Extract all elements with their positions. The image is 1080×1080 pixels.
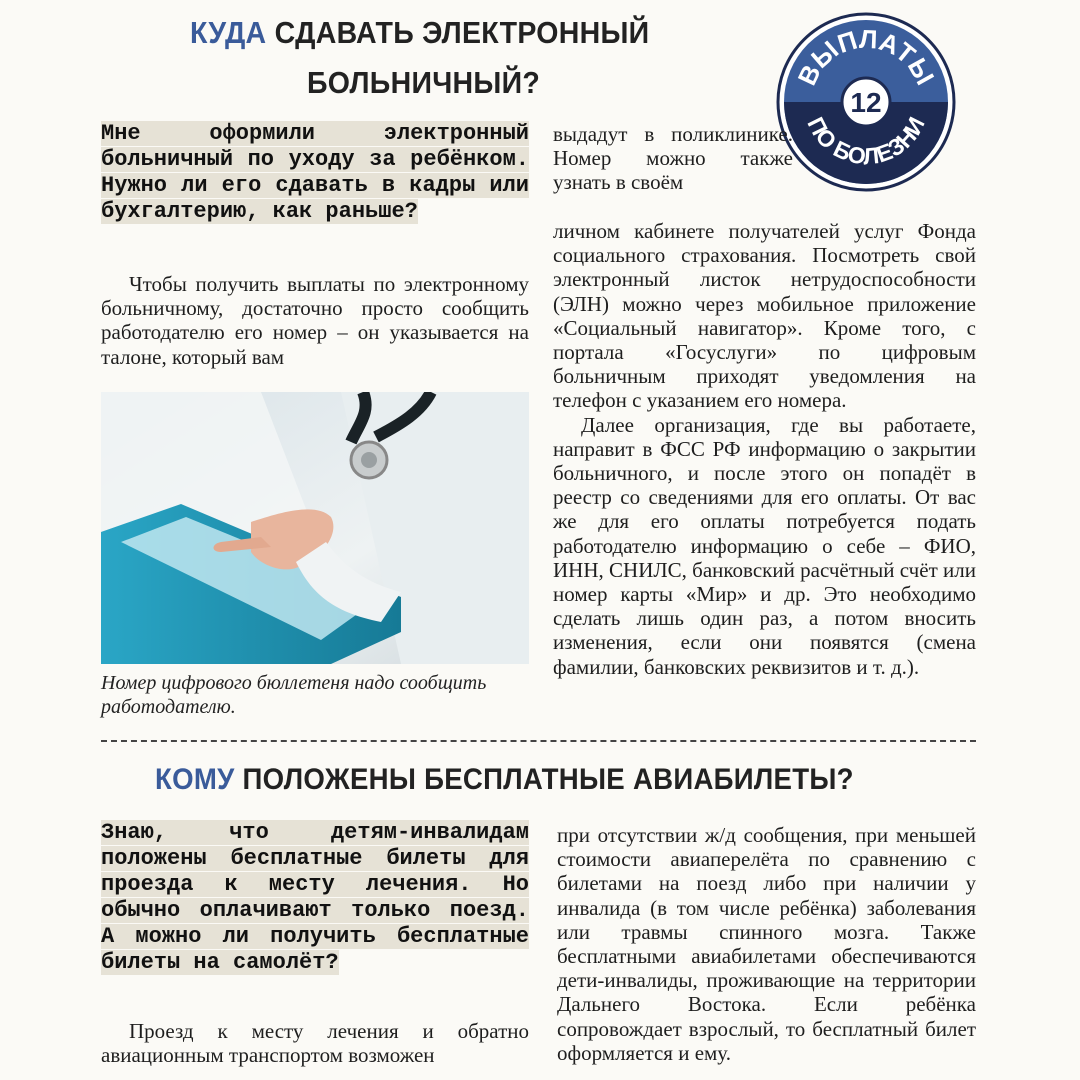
badge-bottom-text: ПО БОЛЕЗНИ <box>802 112 930 170</box>
article1-headline-line2: БОЛЬНИЧНЫЙ? <box>307 65 541 100</box>
article1-answer-col2 <box>553 219 976 679</box>
section-divider <box>101 740 976 742</box>
article1-headline-text: СДАВАТЬ ЭЛЕКТРОННЫЙ <box>274 15 650 50</box>
article1-answer-cont-top: выдадут в поликлинике. Номер можно также узнать в своём <box>553 122 793 195</box>
article2-question: Знаю, что детям-инвалидам положены бесплатные билеты для проезда к месту лечения. Но обычно оплачивают только поезд. А можно ли получить бесплатные билеты на самолёт? <box>101 820 529 975</box>
article2-headline <box>155 755 854 805</box>
article2-answer-p1: Проезд к месту лечения и обратно авиационным транспортом возможен <box>101 1019 529 1068</box>
badge-top-text: ВЫПЛАТЫ <box>791 23 941 90</box>
article1-headline-accent: КУДА <box>190 15 267 50</box>
article1-answer-col1 <box>101 272 529 369</box>
badge-number: 12 <box>850 87 882 118</box>
article1-answer-p1: Чтобы получить выплаты по электронному больничному, достаточно просто сообщить работодателю его номер – он указывается на талоне, который вам <box>101 272 529 369</box>
article1-answer-cont: личном кабинете получателей услуг Фонда социального страхования. Посмотреть свой электронный листок нетрудоспособности (ЭЛН) можно через мобильное приложение «Социальный навигатор». Кроме того, с портала «Госуслуги» по цифровым больничным приходят уведомления на телефон с указанием его номера. <box>553 219 976 413</box>
article1-answer-p2: Далее организация, где вы работаете, направит в ФСС РФ информацию о закрытии больничного, и после этого он попадёт в реестр со сведениями для его оплаты. От вас же для его оплаты потребуется подать работодателю информацию о себе – ФИО, ИНН, СНИЛС, банковский расчётный счёт или номер карты «Мир» и др. Это необходимо сделать лишь один раз, а потом вносить изменения, если они появятся (смена фамилии, банковских реквизитов и т. д.). <box>553 412 976 679</box>
article1-answer-col2-top <box>553 122 793 195</box>
article2-answer-col2 <box>557 823 976 1065</box>
payments-badge <box>774 10 958 194</box>
article1-question: Мне оформили электронный больничный по уходу за ребёнком. Нужно ли его сдавать в кадры или бухгалтерию, как раньше? <box>101 121 529 224</box>
article2-answer-cont: при отсутствии ж/д сообщения, при меньшей стоимости авиаперелёта по сравнению с билетами на поезд либо при наличии у инвалида (в том числе ребёнка) заболевания или травмы спинного мозга. Также бесплатными авиабилетами обеспечиваются дети-инвалиды, проживающие на территории Дальнего Востока. Если ребёнка сопровождает взрослый, то бесплатный билет оформляется и ему. <box>557 823 976 1065</box>
article-photo <box>101 392 529 664</box>
article2-answer-col1 <box>101 1019 529 1067</box>
article1-headline-line1 <box>190 8 649 58</box>
article2-headline-text: ПОЛОЖЕНЫ БЕСПЛАТНЫЕ АВИАБИЛЕТЫ? <box>242 763 854 796</box>
article2-headline-accent: КОМУ <box>155 763 235 796</box>
photo-caption: Номер цифрового бюллетеня надо сообщить работодателю. <box>101 672 487 718</box>
